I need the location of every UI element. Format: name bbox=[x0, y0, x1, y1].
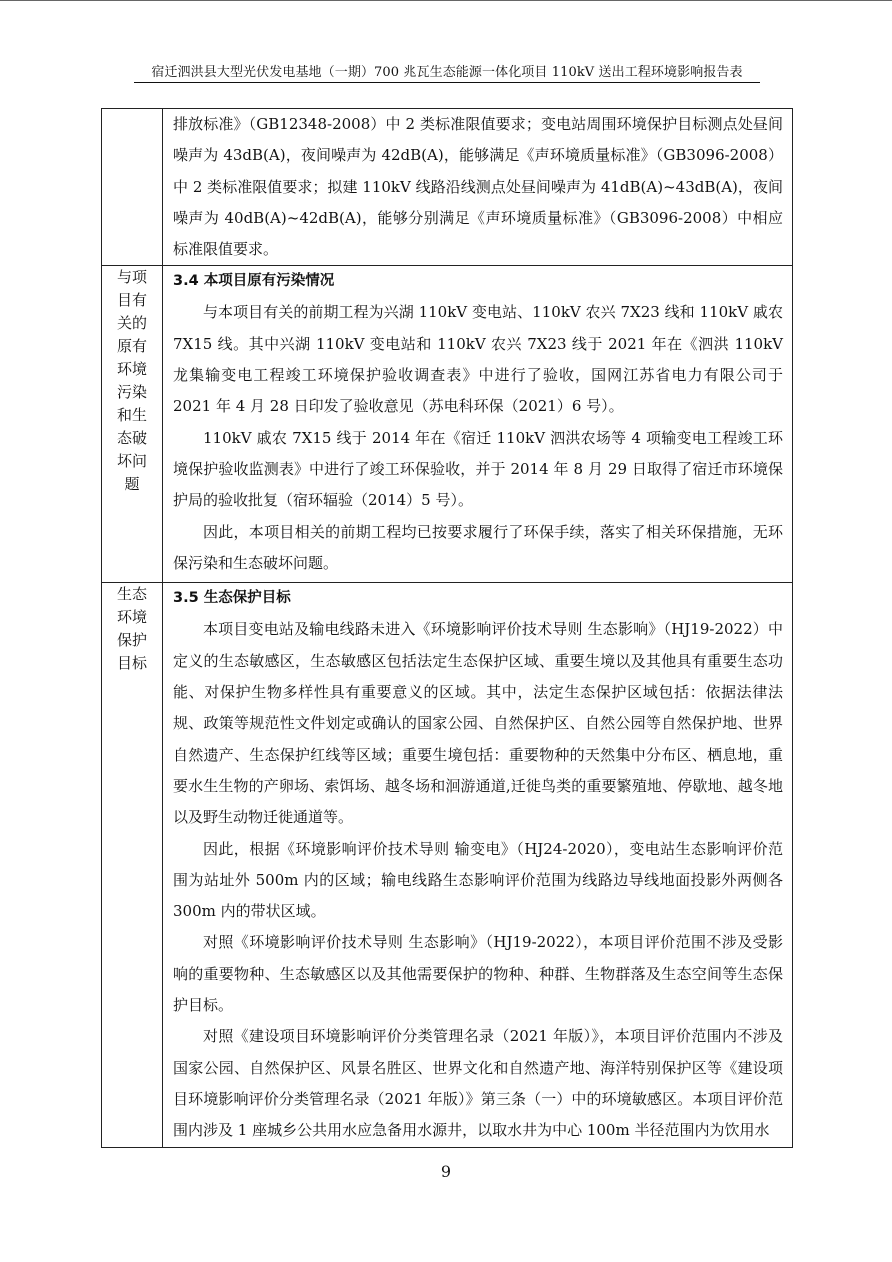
label-line: 环境 bbox=[116, 608, 147, 627]
header-rule bbox=[134, 82, 760, 83]
label-line: 生态 bbox=[116, 585, 147, 604]
row-label-cell bbox=[102, 583, 163, 1147]
paragraph: 110kV 戚农 7X15 线于 2014 年在《宿迁 110kV 泗洪农场等 4 项输变电工程竣工环境保护验收监测表》中进行了竣工环保验收，并于 2014 年 8 月 29 日取得了宿迁市环境保护局的验收批复（宿环辐验（2014）5 号）。 bbox=[173, 428, 783, 510]
row-content-cell bbox=[163, 266, 793, 583]
label-line: 与项 bbox=[116, 268, 147, 287]
row-content-cell bbox=[163, 583, 793, 1147]
paragraph: 因此，本项目相关的前期工程均已按要求履行了环保手续，落实了相关环保措施，无环保污染和生态破坏问题。 bbox=[173, 522, 783, 572]
paragraph: 因此，根据《环境影响评价技术导则 输变电》（HJ24-2020），变电站生态影响评价范围为站址外 500m 内的区域；输电线路生态影响评价范围为线路边导线地面投影外两侧各 300m 内的带状区域。 bbox=[173, 839, 783, 921]
page-number: 9 bbox=[440, 1162, 452, 1181]
paragraph: 排放标准》（GB12348-2008）中 2 类标准限值要求；变电站周围环境保护目标测点处昼间噪声为 43dB(A)，夜间噪声为 42dB(A)，能够满足《声环境质量标准》（GB3096-2008）中 2 类标准限值要求；拟建 110kV 线路沿线测点处昼间噪声为 41dB(A)~43dB(A)，夜间噪声为 40dB(A)~42dB(A)，能够分别满足《声环境质量标准》（GB3096-2008）中相应标准限值要求。 bbox=[173, 115, 783, 259]
running-header-title: 宿迁泗洪县大型光伏发电基地（一期）700 兆瓦生态能源一体化项目 110kV 送出工程环境影响报告表 bbox=[151, 65, 743, 80]
label-line: 污染 bbox=[116, 383, 147, 402]
row-label-cell bbox=[102, 266, 163, 583]
paragraph: 对照《环境影响评价技术导则 生态影响》（HJ19-2022），本项目评价范围不涉及受影响的重要物种、生态敏感区以及其他需要保护的物种、种群、生物群落及生态空间等生态保护目标。 bbox=[173, 933, 783, 1015]
label-line: 关的 bbox=[116, 314, 147, 333]
row-label-cell bbox=[102, 109, 163, 266]
label-line: 坏问 bbox=[116, 452, 147, 471]
label-line: 题 bbox=[124, 475, 140, 494]
table-row bbox=[102, 583, 793, 1147]
page-top-border bbox=[0, 0, 892, 1]
label-line: 和生 bbox=[116, 406, 147, 425]
report-table bbox=[101, 108, 793, 1148]
label-line: 环境 bbox=[116, 360, 147, 379]
row-content-cell bbox=[163, 109, 793, 266]
section-title: 3.5 生态保护目标 bbox=[173, 590, 291, 607]
table-row bbox=[102, 266, 793, 583]
paragraph: 与本项目有关的前期工程为兴湖 110kV 变电站、110kV 农兴 7X23 线和 110kV 戚农 7X15 线。其中兴湖 110kV 变电站和 110kV 农兴 7X23 线于 2021 年在《泗洪 110kV 龙集输变电工程竣工环境保护验收调查表》中进行了验收，国网江苏省电力有限公司于 2021 年 4 月 28 日印发了验收意见（苏电科环保（2021）6 号）。 bbox=[173, 303, 783, 416]
label-line: 原有 bbox=[116, 337, 147, 356]
table-row bbox=[102, 109, 793, 266]
label-line: 目标 bbox=[116, 654, 147, 673]
paragraph: 本项目变电站及输电线路未进入《环境影响评价技术导则 生态影响》（HJ19-2022）中定义的生态敏感区，生态敏感区包括法定生态保护区域、重要生境以及其他具有重要生态功能、对保护生物多样性具有重要意义的区域。其中，法定生态保护区域包括：依据法律法规、政策等规范性文件划定或确认的国家公园、自然保护区、自然公园等自然保护地、世界自然遗产、生态保护红线等区域；重要生境包括：重要物种的天然集中分布区、栖息地，重要水生生物的产卵场、索饵场、越冬场和洄游通道,迁徙鸟类的重要繁殖地、停歇地、越冬地以及野生动物迁徙通道等。 bbox=[173, 620, 783, 827]
paragraph: 对照《建设项目环境影响评价分类管理名录（2021 年版）》，本项目评价范围内不涉及国家公园、自然保护区、风景名胜区、世界文化和自然遗产地、海洋特别保护区等《建设项目环境影响评价分类管理名录（2021 年版）》第三条（一）中的环境敏感区。本项目评价范围内涉及 1 座城乡公共用水应急备用水源井，以取水井为中心 100m 半径范围内为饮用水 bbox=[173, 1027, 783, 1140]
label-line: 保护 bbox=[116, 631, 147, 650]
label-line: 目有 bbox=[116, 291, 147, 310]
label-line: 态破 bbox=[116, 429, 147, 448]
section-title: 3.4 本项目原有污染情况 bbox=[173, 273, 335, 290]
